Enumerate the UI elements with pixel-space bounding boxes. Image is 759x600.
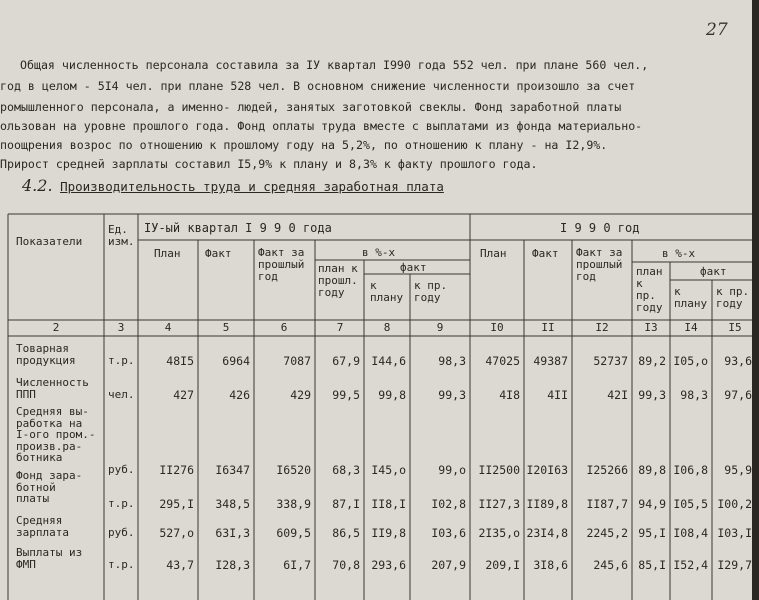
- paragraph-line: ользован на уровне прошлого года. Фонд оплаты труда вместе с выплатами из фонда материально-: [0, 119, 643, 133]
- column-number: I2: [595, 321, 609, 334]
- table-cell: 2245,2: [586, 526, 628, 540]
- table-cell: I05,5: [673, 497, 708, 511]
- table-cell: 293,6: [371, 558, 406, 572]
- table-cell: 4I8: [499, 388, 520, 402]
- header-q4-1990: IУ-ый квартал I 9 9 0 года: [144, 221, 332, 235]
- table-cell: 429: [290, 388, 311, 402]
- row-label: Выплаты из: [16, 546, 83, 559]
- row-label: Товарная: [16, 342, 69, 355]
- table-cell: 6I,7: [283, 558, 311, 572]
- table-cell: I02,8: [431, 497, 466, 511]
- header-year-to-plan-2: плану: [674, 297, 708, 310]
- row-label: работка на: [16, 416, 83, 430]
- table-cell: 43,7: [166, 558, 194, 572]
- table-cell: 99,3: [638, 388, 666, 402]
- column-number: 7: [336, 321, 344, 334]
- table-cell: 295,I: [159, 497, 194, 511]
- header-year-fact-prev-1: Факт за: [576, 246, 623, 259]
- column-number: 5: [222, 321, 230, 334]
- row-unit: чел.: [108, 388, 135, 401]
- header-fact-group: факт: [400, 261, 427, 274]
- header-year-1990: I 9 9 0 год: [560, 221, 640, 235]
- table-cell: I25266: [586, 463, 628, 477]
- header-plan-to-prev-2: прошл.: [318, 274, 358, 287]
- paragraph-line: год в целом - 5I4 чел. при плане 528 чел. В основном снижение численности произошло за счет: [0, 79, 636, 93]
- paragraph-line: Общая численность персонала составила за IУ квартал I990 года 552 чел. при плане 560 чел.,: [20, 58, 649, 72]
- row-label: ППП: [16, 387, 36, 401]
- row-label: платы: [16, 492, 50, 505]
- header-to-plan-2: плану: [370, 291, 404, 304]
- table-cell: 95,9: [724, 463, 752, 477]
- table-cell: 3I8,6: [533, 558, 568, 572]
- table-cell: 348,5: [215, 497, 250, 511]
- table-cell: 609,5: [276, 526, 311, 540]
- section-number: 4.2.: [22, 176, 53, 195]
- table-cell: 42I: [607, 388, 628, 402]
- table-cell: 68,3: [332, 463, 360, 477]
- table-cell: 89,8: [638, 463, 666, 477]
- header-year-to-plan-1: к: [674, 285, 681, 298]
- table-cell: II8,I: [371, 497, 406, 511]
- table-cell: I03,6: [431, 526, 466, 540]
- table-cell: I20I63: [526, 463, 568, 477]
- table-cell: 427: [173, 388, 194, 402]
- header-year-fact: Факт: [532, 247, 559, 260]
- row-label: ботника: [16, 451, 63, 464]
- column-number: 3: [117, 321, 125, 334]
- table-cell: I6347: [215, 463, 250, 477]
- row-unit: т.р.: [108, 497, 135, 510]
- table-cell: I28,3: [215, 558, 250, 572]
- table-cell: I06,8: [673, 463, 708, 477]
- paragraph-line: ромышленного персонала, а именно- людей, занятых заготовкой свеклы. Фонд заработной платы: [0, 100, 622, 114]
- table-cell: II2500: [478, 463, 520, 477]
- row-label: Средняя вы-: [16, 405, 89, 418]
- table-cell: 99,8: [378, 388, 406, 402]
- table-cell: 95,I: [638, 526, 666, 540]
- table-cell: I6520: [276, 463, 311, 477]
- column-number: 2: [52, 321, 60, 334]
- header-year-to-prev-2: году: [716, 297, 743, 310]
- table-cell: 209,I: [485, 558, 520, 572]
- table-cell: II276: [159, 463, 194, 477]
- row-label: ботной: [16, 480, 56, 494]
- row-label: продукция: [16, 353, 76, 367]
- table-cell: I44,6: [371, 354, 406, 368]
- table-cell: I03,I: [717, 526, 752, 540]
- header-to-prev-1: к пр.: [414, 279, 448, 292]
- header-year-plan-to-prev-3: пр.: [636, 289, 656, 302]
- table-cell: 245,6: [593, 558, 628, 572]
- table-cell: II89,8: [526, 497, 568, 511]
- table-cell: 99,3: [438, 388, 466, 402]
- column-number: I4: [684, 321, 698, 334]
- table-cell: 52737: [593, 354, 628, 368]
- section-title: Производительность труда и средняя заработная плата: [60, 179, 444, 194]
- header-in-pct: в %-х: [362, 246, 396, 259]
- row-label: Численность: [16, 376, 89, 389]
- row-label: произв.ра-: [16, 439, 83, 453]
- header-indicators: Показатели: [16, 235, 83, 248]
- table-cell: 70,8: [332, 558, 360, 572]
- column-number: I3: [644, 321, 658, 334]
- row-unit: руб.: [108, 463, 135, 476]
- column-number: 8: [383, 321, 391, 334]
- header-year-plan-to-prev-2: к: [636, 277, 643, 290]
- header-year-fact-group: факт: [700, 265, 727, 278]
- header-year-to-prev-1: к пр.: [716, 285, 750, 298]
- table-cell: 6964: [222, 354, 250, 368]
- table-cell: 99,о: [438, 463, 466, 477]
- row-unit: т.р.: [108, 354, 135, 367]
- row-label: зарплата: [16, 525, 69, 539]
- table-cell: 85,I: [638, 558, 666, 572]
- table-cell: 89,2: [638, 354, 666, 368]
- table-cell: II9,8: [371, 526, 406, 540]
- row-unit: руб.: [108, 526, 135, 539]
- header-plan-to-prev-3: году: [318, 286, 345, 299]
- header-year-plan-to-prev-1: план: [636, 265, 663, 278]
- table-cell: I29,7: [717, 558, 752, 572]
- table-cell: 426: [229, 388, 250, 402]
- table-cell: 63I,3: [215, 526, 250, 540]
- header-fact-prev-3: год: [258, 270, 278, 283]
- header-unit-line2: изм.: [108, 235, 135, 248]
- header-to-prev-2: году: [414, 291, 441, 304]
- table-cell: II87,7: [586, 497, 628, 511]
- table-cell: 94,9: [638, 497, 666, 511]
- row-label: ФМП: [16, 557, 36, 571]
- table-cell: 86,5: [332, 526, 360, 540]
- table-cell: 2I35,о: [478, 526, 520, 540]
- table-cell: 98,3: [438, 354, 466, 368]
- table-cell: I52,4: [673, 558, 708, 572]
- table-cell: 207,9: [431, 558, 466, 572]
- table-cell: I45,о: [371, 463, 406, 477]
- header-year-plan: План: [480, 247, 507, 260]
- header-fact-prev-1: Факт за: [258, 246, 305, 259]
- table-cell: 23I4,8: [526, 526, 568, 540]
- row-label: I-ого пром.-: [16, 428, 96, 441]
- header-year-plan-to-prev-4: году: [636, 301, 663, 314]
- table-cell: 527,о: [159, 526, 194, 540]
- column-number: 6: [280, 321, 288, 334]
- table-cell: 67,9: [332, 354, 360, 368]
- table-cell: I08,4: [673, 526, 708, 540]
- table-cell: 7087: [283, 354, 311, 368]
- header-to-plan-1: к: [370, 279, 377, 292]
- column-number: 9: [436, 321, 444, 334]
- table-cell: 93,6: [724, 354, 752, 368]
- table-cell: 98,3: [680, 388, 708, 402]
- table-cell: 99,5: [332, 388, 360, 402]
- header-fact: Факт: [205, 247, 232, 260]
- row-label: Средняя: [16, 514, 63, 527]
- table-cell: 49387: [533, 354, 568, 368]
- column-number: I0: [490, 321, 504, 334]
- row-label: Фонд зара-: [16, 469, 83, 482]
- header-unit-line1: Ед.: [108, 223, 128, 236]
- table-cell: I00,2: [717, 497, 752, 511]
- table-cell: 87,I: [332, 497, 360, 511]
- header-plan-to-prev-1: план к: [318, 262, 358, 275]
- table-cell: 48I5: [166, 354, 194, 368]
- column-number: I5: [728, 321, 742, 334]
- table-cell: 338,9: [276, 497, 311, 511]
- header-year-fact-prev-3: год: [576, 270, 596, 283]
- header-year-fact-prev-2: прошлый: [576, 258, 623, 271]
- header-year-in-pct: в %-х: [662, 247, 696, 260]
- paragraph-line: Прирост средней зарплаты составил I5,9% к плану и 8,3% к факту прошлого года.: [0, 157, 538, 171]
- table-cell: 97,6: [724, 388, 752, 402]
- column-number: 4: [164, 321, 172, 334]
- page-number: 27: [706, 20, 728, 40]
- header-fact-prev-2: прошлый: [258, 258, 305, 271]
- row-unit: т.р.: [108, 558, 135, 571]
- table-cell: 4II: [547, 388, 568, 402]
- table-cell: I05,о: [673, 354, 708, 368]
- paragraph-line: поощрения возрос по отношению к прошлому году на 5,2%, по отношению к плану - на I2,9%.: [0, 138, 608, 152]
- header-plan: План: [154, 247, 181, 260]
- table-cell: 47025: [485, 354, 520, 368]
- table-cell: II27,3: [478, 497, 520, 511]
- column-number: II: [541, 321, 555, 334]
